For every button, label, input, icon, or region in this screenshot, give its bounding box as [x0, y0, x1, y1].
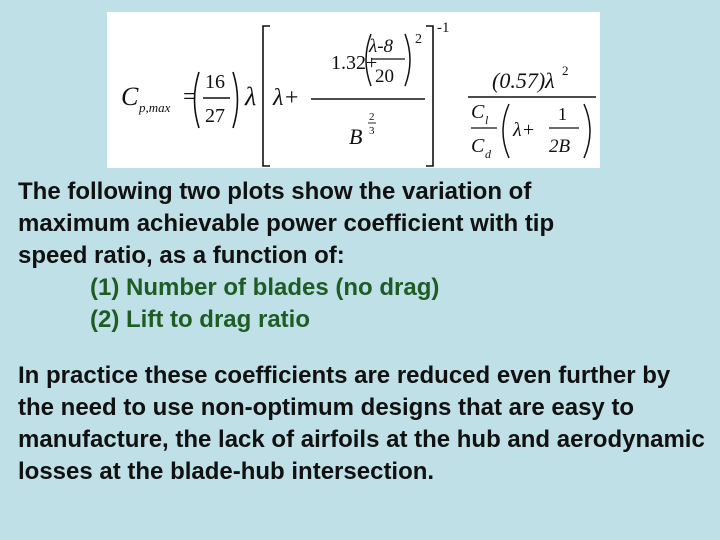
- intro-text: [18, 176, 708, 336]
- power-coefficient-formula: [107, 12, 600, 168]
- right-num-exponent: 2: [562, 63, 569, 78]
- paren-right: [233, 72, 238, 128]
- right-lambda-plus: λ+: [513, 119, 536, 141]
- exp-denominator: 3: [369, 125, 375, 137]
- lambda-symbol: λ: [245, 82, 257, 111]
- one: 1: [558, 104, 567, 124]
- cl-symbol: C: [471, 101, 485, 123]
- right-numerator: (0.57)λ: [492, 68, 555, 93]
- list-item-blades: (1) Number of blades (no drag): [90, 274, 440, 301]
- lambda-minus-8: λ-8: [369, 36, 394, 57]
- cl-subscript: l: [485, 113, 489, 127]
- intro-line-2: maximum achievable power coefficient with tip: [18, 210, 555, 237]
- paren-left: [195, 72, 200, 128]
- exp-numerator: 2: [369, 111, 375, 123]
- cp-subscript: p,max: [139, 100, 171, 115]
- cd-symbol: C: [471, 135, 485, 157]
- blades-symbol: B: [349, 124, 363, 149]
- cd-subscript: d: [485, 147, 491, 161]
- equals-sign: =: [183, 84, 197, 110]
- frac-numerator: 16: [205, 71, 225, 93]
- square-exponent: 2: [415, 32, 422, 47]
- right-paren-right: [584, 104, 590, 158]
- right-paren-left: [503, 104, 509, 158]
- frac-denominator: 27: [205, 105, 225, 127]
- formula-image: [107, 12, 600, 168]
- twenty: 20: [375, 66, 394, 87]
- inner-paren-right: [405, 34, 410, 86]
- coefficient: 1.32+: [331, 52, 378, 74]
- two-b: 2B: [549, 136, 571, 157]
- practice-paragraph: In practice these coefficients are reduced even further by the need to use non-optimum designs that are easy to manufacture, the lack of airfoils at the hub and aerodynamic losses at the blade-hub intersection.: [18, 362, 705, 485]
- bracket-left: [263, 26, 270, 166]
- intro-line-3: speed ratio, as a function of:: [18, 242, 345, 269]
- outer-exponent: -1: [437, 20, 450, 36]
- cp-symbol: C: [121, 82, 139, 111]
- bracket-right: [426, 26, 433, 166]
- intro-line-1: The following two plots show the variation of: [18, 178, 532, 205]
- lambda-plus: λ+: [273, 85, 300, 111]
- list-item-lift-drag: (2) Lift to drag ratio: [90, 306, 310, 333]
